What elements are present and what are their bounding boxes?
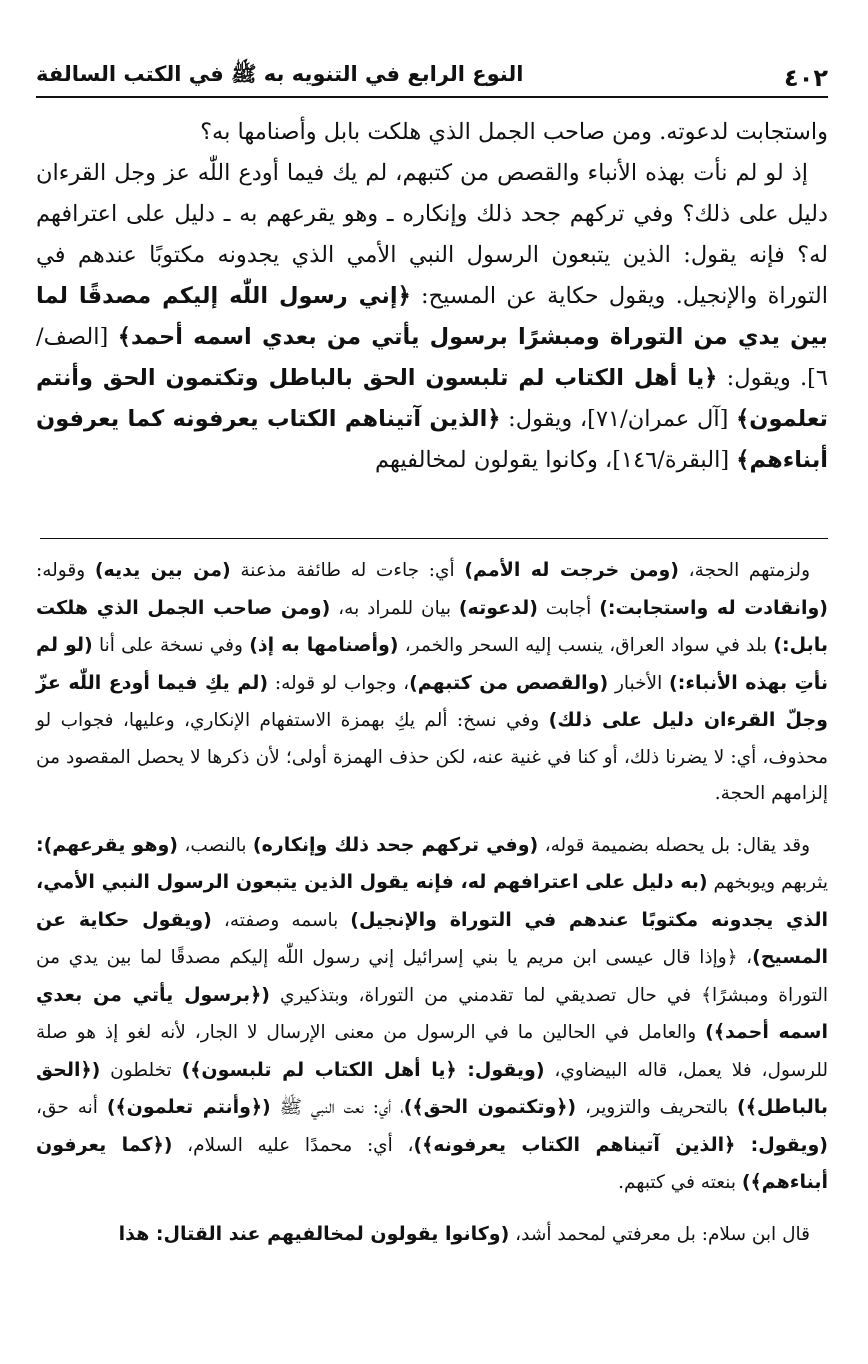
bold-quote-segment: (لدعوته)	[458, 596, 538, 619]
text-segment: تخلطون	[100, 1059, 182, 1081]
bold-quote-segment: ﴿الذين آتيناهم الكتاب يعرفونه كما يعرفون أبناءهم﴾	[36, 406, 828, 473]
text-segment: أي: جاءت له طائفة مذعنة	[230, 560, 465, 581]
text-segment: [البقرة/١٤٦]، وكانوا يقولون لمخالفيهم	[375, 447, 737, 473]
text-segment: [آل عمران/٧١]، ويقول:	[500, 406, 737, 432]
text-segment: يثربهم ويوبخهم	[707, 872, 828, 893]
bold-quote-segment: (لو لم نأتِ بهذه الأنباء:)	[36, 634, 829, 694]
text-segment: إذ لو لم نأت بهذه الأنباء والقصص من كتبهم، لم يك فيما أودع اللّٰه عز وجل القرءان دليل على ذلك؟ وفي تركهم جحد ذلك وإنكاره ـ وهو يقرعهم به ـ دليل على اعترافهم له؟ فإنه يقول: الذين يتبعون الرسول النبي الأمي الذي يجدونه مكتوبًا عندهم في التوراة والإنجيل. ويقول حكاية عن المسيح:	[36, 160, 828, 309]
bold-quote-segment: (به دليل على اعترافهم له، فإنه يقول الذين يتبعون الرسول النبي الأمي، الذي يجدونه مكتوبًا عندهم في التوراة والإنجيل)	[36, 871, 829, 931]
bold-quote-segment: (ومن خرجت له الأمم)	[464, 559, 679, 581]
page-number: ٤٠٢	[784, 64, 828, 92]
main-text	[36, 112, 828, 481]
bold-quote-segment: (من بين يديه)	[94, 559, 231, 581]
main-paragraph	[36, 112, 828, 153]
footnote-divider	[40, 538, 828, 539]
text-segment: وفي نسخ: ألم يكِ بهمزة الاستفهام الإنكاري، وعليها، فجواب لو محذوف، أي: لا يضرنا ذلك، أو كنا في غنية عنه، لكن حذف الهمزة أولى؛ لأن ذكرها لا يحصل المقصود من إلزامهم الحجة.	[36, 710, 828, 804]
text-segment: بالنصب،	[178, 834, 253, 856]
bold-quote-segment: (﴿وتكتمون الحق﴾)	[403, 1096, 577, 1118]
text-segment: وفي نسخة على أنا	[92, 635, 250, 656]
bold-quote-segment: (﴿كما يعرفون أبناءهم﴾)	[36, 1133, 828, 1193]
bold-quote-segment: (﴿وأنتم تعلمون﴾)	[106, 1096, 271, 1118]
text-segment: باسمه وصفته،	[211, 909, 351, 931]
note-paragraph	[36, 552, 828, 813]
text-segment: أجابت	[537, 597, 600, 619]
text-segment: بنعته في كتبهم.	[618, 1172, 742, 1193]
bold-quote-segment: (لم يكِ فيما أودع اللّٰه عزّ وجلّ القرءان دليل على ذلك)	[36, 671, 828, 731]
bold-quote-segment: ﴿إني رسول اللّٰه إليكم مصدقًا لما بين يدي من التوراة ومبشرًا برسول يأتي من بعدي اسمه أحمد﴾	[36, 283, 828, 350]
bold-quote-segment: (وهو يقرعهم):	[36, 833, 178, 856]
bold-quote-segment: (ومن صاحب الجمل الذي هلكت بابل:)	[36, 596, 828, 656]
text-segment: وقد يقال: بل يحصله بضميمة قوله،	[538, 834, 810, 856]
text-segment: واستجابت لدعوته. ومن صاحب الجمل الذي هلكت بابل وأصنامها به؟	[200, 119, 828, 145]
bold-quote-segment: (﴿برسول يأتي من بعدي اسمه أحمد﴾)	[36, 983, 828, 1043]
bold-quote-segment: (وفي تركهم جحد ذلك وإنكاره)	[252, 833, 539, 856]
text-segment: ، ﴿وإذا قال عيسى ابن مريم يا بني إسرائيل إني رسول اللّٰه إليكم مصدقًا لما بين يدي من التوراة ومبشرًا﴾ في حال تصديقي لما تقدمني من التوراة، وبتذكيري	[36, 947, 828, 1006]
text-segment: بيان للمراد به،	[330, 597, 459, 619]
bold-quote-segment: (وكانوا يقولون لمخالفيهم عند القتال: هذا	[118, 1222, 510, 1245]
text-segment: والعامل في الحالين ما في الرسول من معنى الإرسال لا الجار، لأنه لغو إذ هو صلة للرسول، فلا يعمل، قاله البيضاوي،	[36, 1022, 828, 1081]
text-segment: [الصف/٦]. ويقول:	[36, 324, 828, 391]
commentary-notes	[36, 552, 828, 1253]
bold-quote-segment: (ويقول: ﴿الذين آتيناهم الكتاب يعرفونه﴾)	[413, 1133, 828, 1156]
text-segment: ، وجواب لو قوله:	[268, 672, 410, 694]
text-segment: ، أي: محمدًا عليه السلام،	[172, 1134, 414, 1156]
bold-quote-segment: (ويقول حكاية عن المسيح)	[36, 908, 828, 968]
bold-quote-segment: (وانقادت له واستجابت:)	[599, 596, 828, 619]
bold-quote-segment: ﴿يا أهل الكتاب لم تلبسون الحق بالباطل وتكتمون الحق وأنتم تعلمون﴾	[36, 365, 828, 432]
main-paragraph	[36, 153, 828, 481]
bold-quote-segment: (ويقول: ﴿يا أهل الكتاب لم تلبسون﴾)	[181, 1058, 545, 1081]
bold-quote-segment: (﴿الحق بالباطل﴾)	[36, 1058, 828, 1118]
text-segment: أنه حق،	[36, 1097, 107, 1118]
note-paragraph	[36, 1216, 828, 1254]
text-segment: وقوله:	[36, 560, 95, 581]
bold-quote-segment: (والقصص من كتبهم)	[409, 671, 609, 694]
text-segment: ولزمتهم الحجة،	[678, 560, 811, 581]
running-header	[36, 48, 828, 98]
bold-quote-segment: (وأصنامها به إذ)	[249, 634, 399, 656]
note-paragraph	[36, 827, 828, 1202]
running-title: النوع الرابع في التنويه به ﷺ في الكتب السالفة	[36, 62, 524, 86]
text-segment: بالتحريف والتزوير،	[576, 1097, 738, 1118]
text-segment: الأخبار	[608, 672, 670, 694]
text-segment: قال ابن سلام: بل معرفتي لمحمد أشد،	[509, 1223, 810, 1245]
text-segment: ، أي: نعت النبي ﷺ	[270, 1097, 404, 1118]
text-segment: بلد في سواد العراق، ينسب إليه السحر والخمر،	[398, 635, 774, 656]
